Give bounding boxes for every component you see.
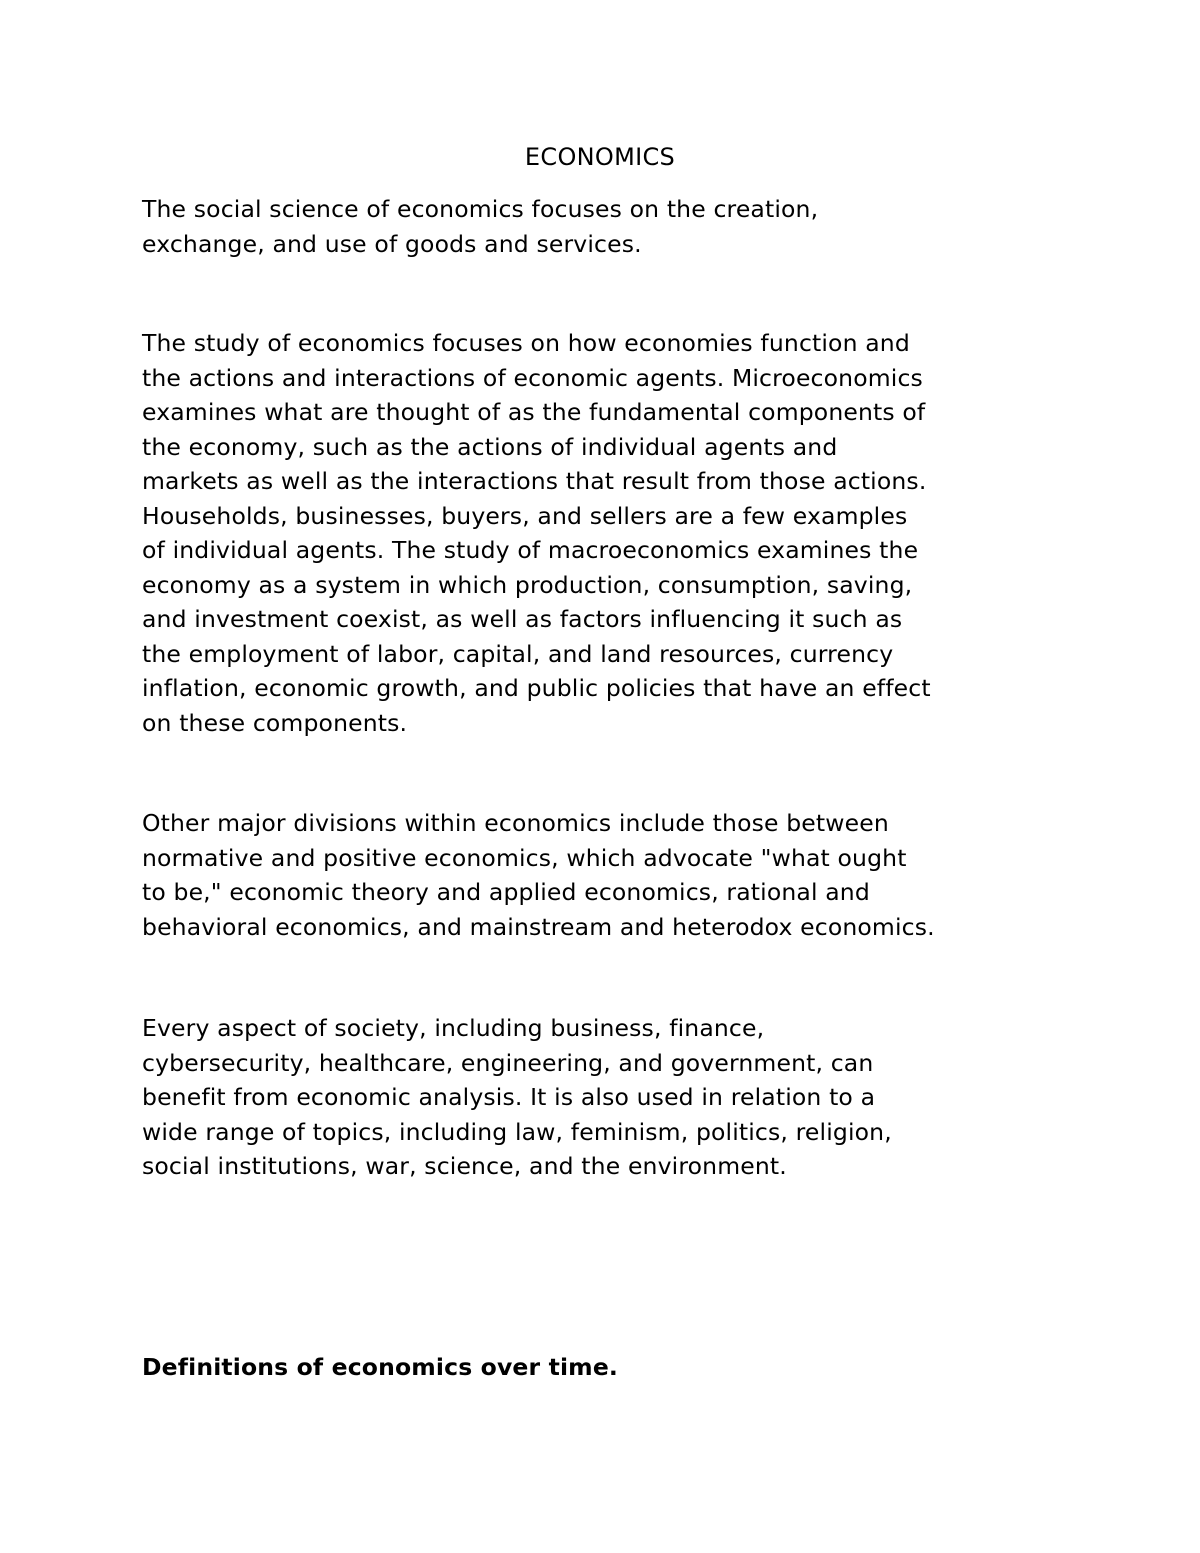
paragraph-line: and investment coexist, as well as factors influencing it such as [142,605,903,633]
paragraph-micro-macro [142,326,1072,740]
paragraph-line: normative and positive economics, which advocate "what ought [142,843,907,872]
paragraph-line: The study of economics focuses on how economies function and [142,329,910,357]
paragraph-line: of individual agents. The study of macroeconomics examines the [142,536,919,564]
paragraph-line: examines what are thought of as the fundamental components of [142,398,926,426]
paragraph-line: Every aspect of society, including business, finance, [142,1014,765,1042]
paragraph-line: exchange, and use of goods and services. [142,229,642,258]
paragraph-line: the economy, such as the actions of individual agents and [142,432,838,461]
paragraph-line: on these components. [142,708,408,737]
paragraph-line: social institutions, war, science, and the environment. [142,1152,787,1180]
paragraph-line: inflation, economic growth, and public policies that have an effect [142,674,931,702]
section-heading: Definitions of economics over time. [142,1353,618,1381]
paragraph-line: the employment of labor, capital, and land resources, currency [142,639,894,668]
paragraph-line: benefit from economic analysis. It is also used in relation to a [142,1083,876,1111]
paragraph-line: to be," economic theory and applied economics, rational and [142,878,870,906]
paragraph-line: wide range of topics, including law, feminism, politics, religion, [142,1117,892,1146]
paragraph-line: cybersecurity, healthcare, engineering, and government, can [142,1048,874,1077]
paragraph-line: the actions and interactions of economic agents. Microeconomics [142,363,923,392]
paragraph-line: economy as a system in which production, consumption, saving, [142,570,913,599]
paragraph-applications [142,1011,1072,1184]
paragraph-line: Households, businesses, buyers, and sellers are a few examples [142,501,908,530]
paragraph-line: Other major divisions within economics include those between [142,809,889,837]
paragraph-divisions [142,806,1072,944]
paragraph-line: markets as well as the interactions that result from those actions. [142,467,927,495]
document-title: ECONOMICS [524,143,676,171]
paragraph-line: The social science of economics focuses on the creation, [142,195,819,223]
paragraph-line: behavioral economics, and mainstream and heterodox economics. [142,912,935,941]
paragraph-definition [142,192,1072,261]
